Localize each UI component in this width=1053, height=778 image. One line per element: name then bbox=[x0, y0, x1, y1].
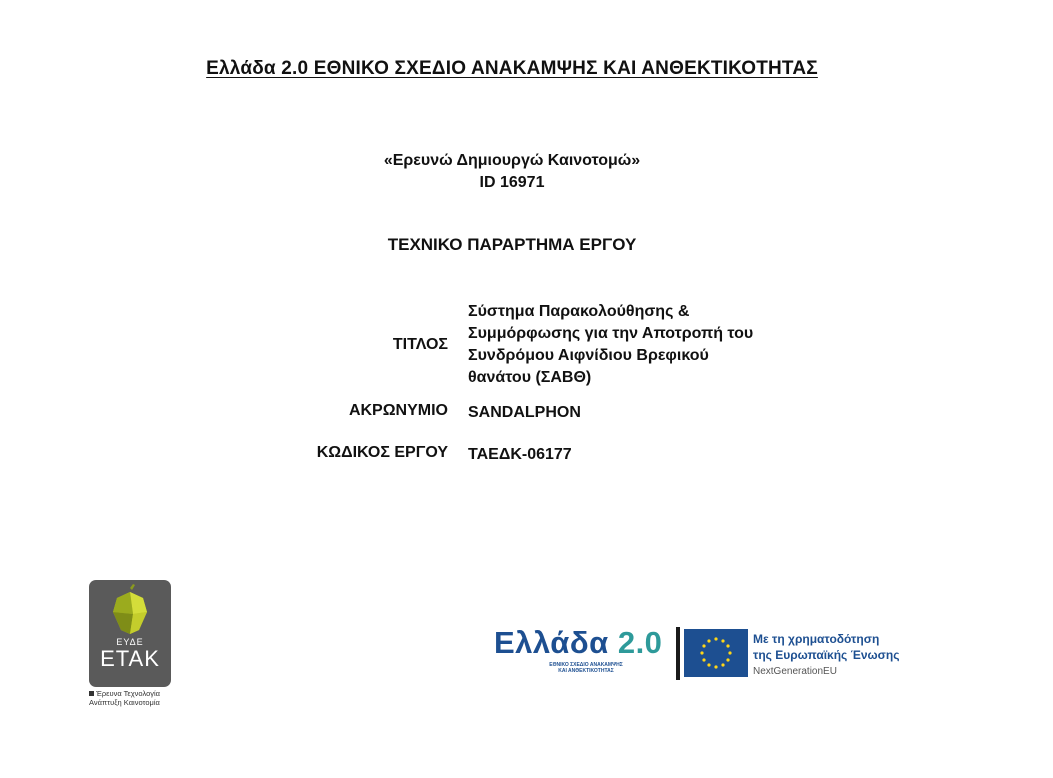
title-line: θανάτου (ΣΑΒΘ) bbox=[468, 369, 592, 386]
acronym-label: ΑΚΡΩΝΥΜΙΟ bbox=[348, 402, 448, 419]
document-header-title: Ελλάδα 2.0 ΕΘΝΙΚΟ ΣΧΕΔΙΟ ΑΝΑΚΑΜΨΗΣ ΚΑΙ ΑΝΘΕΚΤΙΚΟΤΗΤΑΣ bbox=[206, 58, 818, 79]
title-line: Σύστημα Παρακολούθησης & bbox=[468, 303, 690, 320]
greece20-word: Ελλάδα bbox=[494, 625, 609, 660]
eyde-etak-logo bbox=[89, 580, 171, 687]
eu-flag-icon bbox=[684, 629, 748, 677]
eyde-tagline bbox=[89, 689, 160, 707]
eu-funding-line1: Με τη χρηματοδότηση bbox=[753, 632, 880, 646]
greece20-logo-word bbox=[494, 625, 662, 661]
acronym-value: SANDALPHON bbox=[468, 404, 581, 421]
greece20-sub-line1: ΕΘΝΙΚΟ ΣΧΕΔΙΟ ΑΝΑΚΑΜΨΗΣ bbox=[549, 662, 623, 668]
eyde-small-text: ΕΥΔΕ bbox=[116, 637, 144, 647]
title-label: ΤΙΤΛΟΣ bbox=[392, 336, 448, 353]
code-label: ΚΩΔΙΚΟΣ ΕΡΓΟΥ bbox=[316, 444, 448, 461]
annex-title: ΤΕΧΝΙΚΟ ΠΑΡΑΡΤΗΜΑ ΕΡΓΟΥ bbox=[387, 235, 637, 254]
greece20-subtitle bbox=[500, 662, 672, 674]
title-value bbox=[468, 301, 848, 389]
greece20-number: 2.0 bbox=[617, 625, 663, 660]
square-icon bbox=[89, 691, 94, 696]
eu-funding-line2: της Ευρωπαϊκής Ένωσης bbox=[753, 648, 900, 662]
program-block bbox=[0, 150, 1024, 194]
program-id: ID 16971 bbox=[479, 174, 545, 191]
eu-funding-line3: NextGenerationEU bbox=[753, 666, 837, 677]
greece20-sub-line2: ΚΑΙ ΑΝΘΕΚΤΙΚΟΤΗΤΑΣ bbox=[558, 668, 614, 674]
title-line: Συμμόρφωσης για την Αποτροπή του bbox=[468, 325, 754, 342]
eyde-tagline-text1: Έρευνα Τεχνολογία bbox=[96, 689, 161, 698]
apple-icon bbox=[109, 584, 151, 636]
eyde-tagline-line1 bbox=[89, 689, 160, 698]
title-line: Συνδρόμου Αιφνίδιου Βρεφικού bbox=[468, 347, 709, 364]
code-value: ΤΑΕΔΚ-06177 bbox=[468, 446, 572, 463]
program-name: «Ερευνώ Δημιουργώ Καινοτομώ» bbox=[383, 152, 641, 169]
logo-divider bbox=[676, 627, 680, 680]
eyde-tagline-line2: Ανάπτυξη Καινοτομία bbox=[89, 698, 160, 707]
eyde-big-text: ΕΤΑΚ bbox=[100, 646, 160, 671]
